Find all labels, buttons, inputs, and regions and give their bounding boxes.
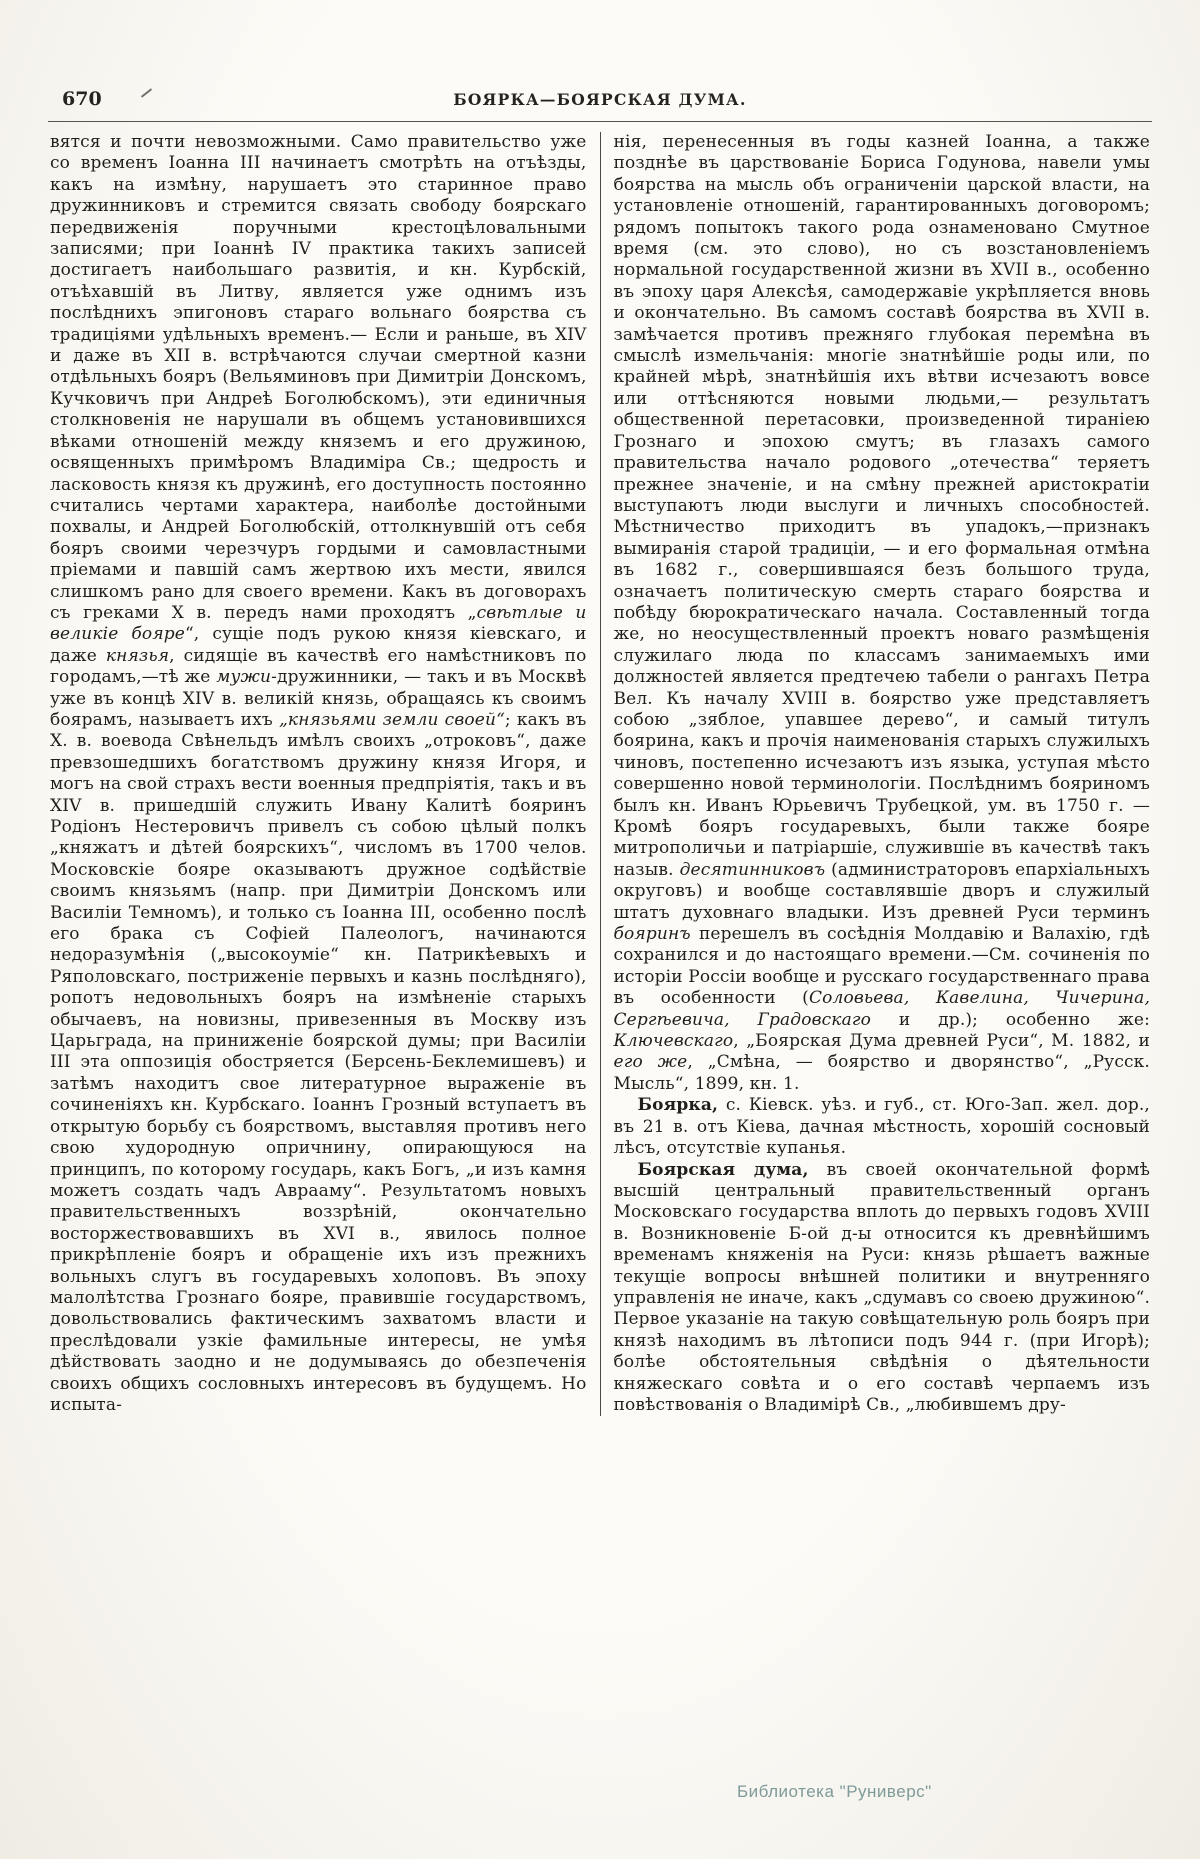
running-head: БОЯРКА—БОЯРСКАЯ ДУМА.: [453, 90, 747, 109]
header-rule: [48, 121, 1152, 122]
page-number: 670: [62, 88, 102, 110]
text-columns: [50, 132, 1150, 1416]
page-header: [50, 86, 1150, 120]
paragraph-boyarskaya-duma: Боярская дума, въ своей окончательной формѣ высшій центральный правительственный органъ Московскаго государства вплоть до первыхъ годовъ XVIII в. Возникновеніе Б-ой д-ы относится къ древнѣйшимъ временамъ княженія на Руси: князь рѣшаетъ важные текущіе вопросы внѣшней политики и внутренняго управленія не иначе, какъ „сдумавъ со своею дружиною“. Первое указаніе на такую совѣщательную роль бояръ при князѣ находимъ въ лѣтописи подъ 944 г. (при Игорѣ); болѣе обстоятельныя свѣдѣнія о дѣятельности княжескаго совѣта и о его составѣ черпаемъ изъ повѣствованія о Владимірѣ Св., „любившемъ дру-: [613, 1159, 1151, 1415]
left-column: [50, 132, 600, 1416]
paragraph: вятся и почти невозможными. Само правительство уже со временъ Іоанна III начинаетъ смотрѣть на отъѣзды, какъ на измѣну, нарушаетъ это старинное право дружинниковъ и стремится связать свободу боярскаго передвиженія поручными крестоцѣловальными записями; при Іоаннѣ IV практика такихъ записей достигаетъ наибольшаго развитія, и кн. Курбскій, отъѣхавшій въ Литву, является уже однимъ изъ послѣднихъ эпигоновъ стараго вольнаго боярства съ традиціями удѣльныхъ временъ.— Если и раньше, въ XIV и даже въ XII в. встрѣчаются случаи смертной казни отдѣльныхъ бояръ (Вельяминовъ при Димитріи Донскомъ, Кучковичъ при Андреѣ Боголюбскомъ), эти единичныя столкновенія не нарушали въ общемъ установившихся вѣками отношеній между княземъ и его дружиною, освященныхъ примѣромъ Владиміра Св.; щедрость и ласковость князя къ дружинѣ, его доступность постоянно считались чертами характера, наиболѣе достойными похвалы, и Андрей Боголюбскій, оттолкнувшій отъ себя бояръ своими черезчуръ гордыми и самовластными пріемами и павшій самъ жертвою ихъ мести, явился слишкомъ рано для своего времени. Какъ въ договорахъ съ греками X в. передъ нами проходятъ „свѣтлые и великіе бояре“, сущіе подъ рукою князя кіевскаго, и даже князья, сидящіе въ качествѣ его намѣстниковъ по городамъ,—тѣ же мужи-дружинники, — такъ и въ Москвѣ уже въ концѣ XIV в. великій князь, обращаясь къ своимъ боярамъ, называетъ ихъ „князьями земли своей“; какъ въ X. в. воевода Свѣнельдъ имѣлъ своихъ „отроковъ“, даже превзошедшихъ богатствомъ дружину князя Игоря, и могъ на свой страхъ вести военныя предпріятія, такъ и въ XIV в. пришедшій служить Ивану Калитѣ бояринъ Родіонъ Нестеровичъ привелъ съ собою цѣлый полкъ „княжатъ и дѣтей боярскихъ“, числомъ въ 1700 челов. Московскіе бояре оказываютъ дружное содѣйствіе своимъ князьямъ (напр. при Димитріи Донскомъ или Василіи Темномъ), и только съ Іоанна III, особенно послѣ его брака съ Софіей Палеологъ, начинаются недоразумѣнія („высокоуміе“ кн. Патрикѣевыхъ и Ряполовскаго, постриженіе первыхъ и казнь послѣдняго), ропотъ недовольныхъ бояръ на измѣненіе старыхъ обычаевъ, на новизны, привезенныя въ Москву изъ Царьграда, на приниженіе боярской думы; при Василіи III эта оппозиція обостряется (Берсень-Беклемишевъ) и затѣмъ находитъ свое литературное выраженіе въ сочиненіяхъ кн. Курбскаго. Іоаннъ Грозный вступаетъ въ открытую борьбу съ боярствомъ, выставляя противъ него свою худородную опричнину, опирающуюся на принципъ, по которому государь, какъ Богъ, „и изъ камня можетъ создать чадъ Аврааму“. Результатомъ новыхъ правительственныхъ воззрѣній, окончательно восторжествовавшихъ въ XVI в., явилось полное прикрѣпленіе бояръ и обращеніе ихъ изъ прежнихъ вольныхъ слугъ въ государевыхъ холоповъ. Въ эпоху малолѣтства Грознаго бояре, правившіе государствомъ, довольствовались фактическимъ захватомъ власти и преслѣдовали узкіе фамильные интересы, не умѣя дѣйствовать заодно и не додумываясь до обезпеченія своихъ общихъ сословныхъ интересовъ въ будущемъ. Но испыта-: [50, 132, 587, 1415]
watermark: Библиотека "Руниверс": [737, 1782, 932, 1801]
right-column: [601, 132, 1151, 1416]
paragraph-boyarka: Боярка, с. Кіевск. уѣз. и губ., ст. Юго-Зап. жел. дор., въ 21 в. отъ Кіева, дачная мѣстность, хорошій сосновый лѣсъ, отсутствіе купанья.: [613, 1095, 1150, 1159]
paragraph: нія, перенесенныя въ годы казней Іоанна, а также позднѣе въ царствованіе Бориса Годунова, навели умы боярства на мысль объ ограниченіи царской власти, на установленіе отношеній, гарантированныхъ договоромъ; рядомъ попытокъ такого рода ознаменовано Смутное время (см. это слово), но съ возстановленіемъ нормальной государственной жизни въ XVII в., особенно въ эпоху царя Алексѣя, самодержавіе укрѣпляется вновь и окончательно. Въ самомъ составѣ боярства въ XVII в. замѣчается противъ прежняго глубокая перемѣна въ смыслѣ измельчанія: многіе знатнѣйшіе роды или, по крайней мѣрѣ, знатнѣйшія ихъ вѣтви исчезаютъ вовсе или оттѣсняются новыми людьми,— результатъ общественной перетасовки, произведенной тираніею Грознаго и эпохою смутъ; въ глазахъ самого правительства начало родового „отечества“ теряетъ прежнее значеніе, и на смѣну прежней аристократіи выступаютъ люди выслуги и личныхъ способностей. Мѣстничество приходитъ въ упадокъ,—признакъ вымиранія старой традиціи, — и его формальная отмѣна въ 1682 г., совершившаяся безъ большого труда, означаетъ политическую смерть стараго боярства и побѣду бюрократическаго начала. Составленный тогда же, но неосуществленный проектъ новаго размѣщенія служилаго люда по классамъ занимаемыхъ ими должностей является предтечею табели о рангахъ Петра Вел. Къ началу XVIII в. боярство уже представляетъ собою „зяблое, упавшее дерево“, и самый титулъ боярина, какъ и прочія наименованія старыхъ служилыхъ чиновъ, постепенно исчезаютъ изъ языка, уступая мѣсто совершенно новой терминологіи. Послѣднимъ бояриномъ былъ кн. Иванъ Юрьевичъ Трубецкой, ум. въ 1750 г. — Кромѣ бояръ государевыхъ, были также бояре митрополичьи и патріаршіе, служившіе въ качествѣ такъ назыв. десятинниковъ (администраторовъ епархіальныхъ округовъ) и вообще составлявшіе дворъ и служилый штатъ духовнаго владыки. Изъ древней Руси терминъ бояринъ перешелъ въ сосѣднія Молдавію и Валахію, гдѣ сохранился и до настоящаго времени.—См. сочиненія по исторіи Россіи вообще и русскаго государственнаго права въ особенности (Соловьева, Кавелина, Чичерина, Сергѣевича, Градовскаго и др.); особенно же: Ключевскаго, „Боярская Дума древней Руси“, М. 1882, и его же, „Смѣна, — боярство и дворянство“, „Русск. Мысль“, 1899, кн. 1.: [613, 132, 1150, 1094]
